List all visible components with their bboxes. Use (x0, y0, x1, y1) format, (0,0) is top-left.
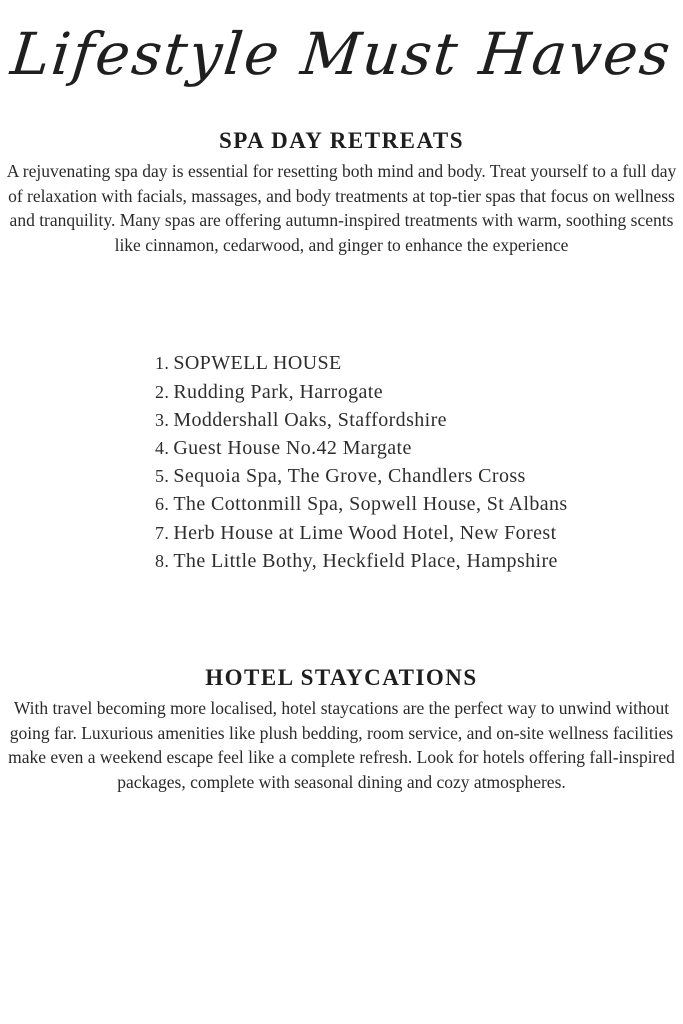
hotel-section-paragraph: With travel becoming more localised, hotel staycations are the perfect way to unwind without going far. Luxurious amenities like plush bedding, room service, and on-site wellness facilities make even a weekend escape feel like a complete refresh. Look for hotels offering fall-inspired packages, complete with seasonal dining and cozy atmospheres. (8, 698, 675, 792)
page-title: Lifestyle Must Haves (7, 20, 676, 88)
list-item: The Little Bothy, Heckfield Place, Hampshire (173, 549, 558, 572)
list-item: Herb House at Lime Wood Hotel, New Forest (173, 521, 557, 544)
list-item: Rudding Park, Harrogate (173, 380, 384, 403)
spa-venue-list (155, 349, 683, 575)
section-spa-day-retreats (0, 128, 683, 575)
list-item: Moddershall Oaks, Staffordshire (173, 408, 447, 431)
spa-section-paragraph: A rejuvenating spa day is essential for resetting both mind and body. Treat yourself to a full day of relaxation with facials, massages, and body treatments at top-tier spas that focus on wellness and tranquility. Many spas are offering autumn-inspired treatments with warm, soothing scents like cinnamon, cedarwood, and ginger to enhance the experience (6, 161, 677, 255)
section-hotel-staycations (0, 665, 683, 794)
list-item: SOPWELL HOUSE (173, 352, 342, 375)
hotel-section-heading: HOTEL STAYCATIONS (205, 665, 478, 690)
list-item: Sequoia Spa, The Grove, Chandlers Cross (173, 465, 526, 488)
spa-section-heading: SPA DAY RETREATS (218, 128, 465, 153)
list-item: The Cottonmill Spa, Sopwell House, St Albans (173, 493, 568, 516)
list-item: Guest House No.42 Margate (173, 436, 412, 459)
